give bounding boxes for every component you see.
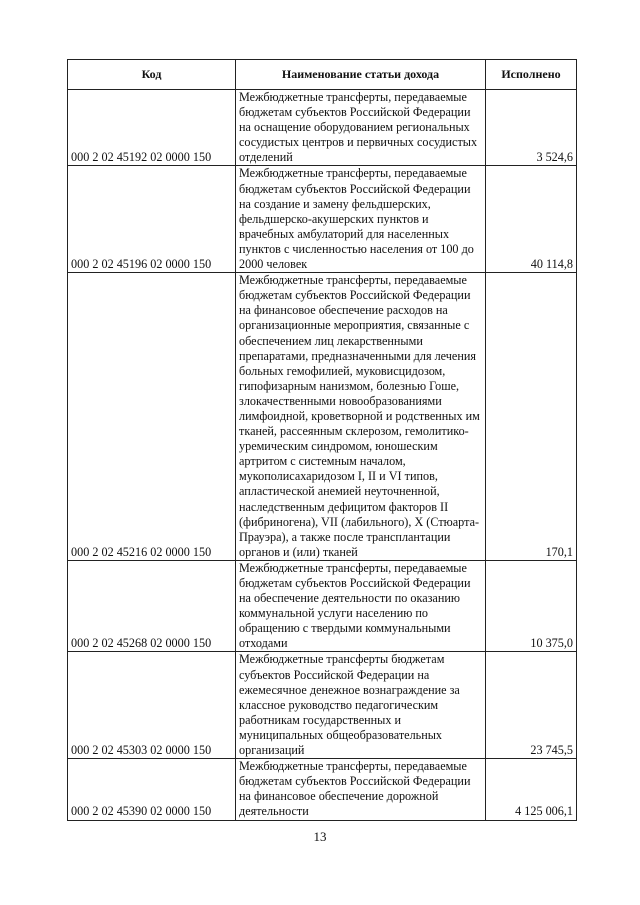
table-row [68, 560, 577, 652]
row-name: Межбюджетные трансферты, передаваемые бюджетам субъектов Российской Федерации на обеспечение деятельности по оказанию коммунальной услуги населению по обращению с твердыми коммунальными отходами [236, 560, 486, 652]
page-number: 13 [313, 829, 327, 844]
row-amount: 3 524,6 [486, 90, 577, 166]
table-row [68, 273, 577, 561]
row-code: 000 2 02 45216 02 0000 150 [68, 273, 236, 561]
header-code: Код [68, 60, 236, 90]
header-amount: Исполнено [486, 60, 577, 90]
table-row [68, 90, 577, 166]
header-name: Наименование статьи дохода [236, 60, 486, 90]
row-code: 000 2 02 45192 02 0000 150 [68, 90, 236, 166]
row-name: Межбюджетные трансферты, передаваемые бюджетам субъектов Российской Федерации на финансовое обеспечение расходов на организационные мероприятия, связанные с обеспечением лиц лекарственными препаратами, предназначенными для лечения больных гемофилией, муковисцидозом, гипофизарным нанизмом, болезнью Гоше, злокачественными новообразованиями лимфоидной, кроветворной и родственных им тканей, рассеянным склерозом, гемолитико-уремическим синдромом, юношеским артритом с системным началом, мукополисахаридозом I, II и VI типов, апластической анемией неуточненной, наследственным дефицитом факторов II (фибриногена), VII (лабильного), X (Стюарта-Прауэра), а также после трансплантации органов и (или) тканей [236, 273, 486, 561]
row-code: 000 2 02 45390 02 0000 150 [68, 759, 236, 820]
row-name: Межбюджетные трансферты, передаваемые бюджетам субъектов Российской Федерации на оснащение оборудованием региональных сосудистых центров и первичных сосудистых отделений [236, 90, 486, 166]
table-row [68, 759, 577, 820]
row-amount: 23 745,5 [486, 652, 577, 759]
table-row [68, 652, 577, 759]
row-amount: 10 375,0 [486, 560, 577, 652]
row-code: 000 2 02 45303 02 0000 150 [68, 652, 236, 759]
row-name: Межбюджетные трансферты бюджетам субъектов Российской Федерации на ежемесячное денежное вознаграждение за классное руководство педагогическим работникам государственных и муниципальных общеобразовательных организаций [236, 652, 486, 759]
table-header-row [68, 60, 577, 90]
row-code: 000 2 02 45196 02 0000 150 [68, 166, 236, 273]
row-name: Межбюджетные трансферты, передаваемые бюджетам субъектов Российской Федерации на финансовое обеспечение дорожной деятельности [236, 759, 486, 820]
revenue-table [67, 59, 577, 821]
row-name: Межбюджетные трансферты, передаваемые бюджетам субъектов Российской Федерации на создание и замену фельдшерских, фельдшерско-акушерских пунктов и врачебных амбулаторий для населенных пунктов с численностью населения от 100 до 2000 человек [236, 166, 486, 273]
table-row [68, 166, 577, 273]
row-amount: 170,1 [486, 273, 577, 561]
row-amount: 40 114,8 [486, 166, 577, 273]
row-code: 000 2 02 45268 02 0000 150 [68, 560, 236, 652]
row-amount: 4 125 006,1 [486, 759, 577, 820]
